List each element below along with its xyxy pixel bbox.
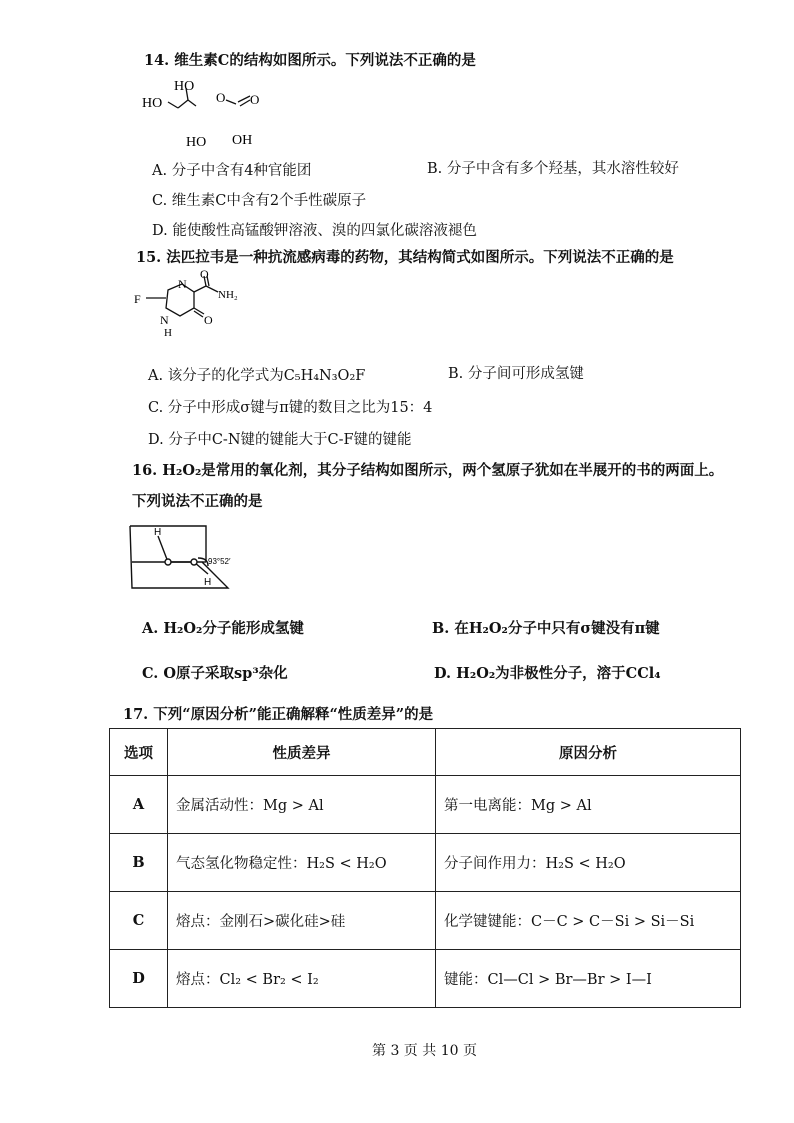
- page-number: 第 3 页 共 10 页: [372, 1043, 477, 1059]
- vc-label-o-ring: O: [216, 90, 226, 105]
- q15-option-a: A. 该分子的化学式为C₅H₄N₃O₂F: [148, 368, 366, 384]
- row-d-property: 熔点：Cl₂ < Br₂ < I₂: [168, 950, 436, 1008]
- row-b-option: B: [110, 834, 168, 892]
- table-row: [110, 892, 741, 950]
- h2o2-label-h-bottom: H: [204, 577, 212, 588]
- table-row: [110, 950, 741, 1008]
- q15-stem: 15. 法匹拉韦是一种抗流感病毒的药物，其结构简式如图所示。下列说法不正确的是: [136, 249, 674, 266]
- q14-option-b: B. 分子中含有多个羟基，其水溶性较好: [427, 161, 679, 177]
- q14-stem: 14. 维生素C的结构如图所示。下列说法不正确的是: [144, 52, 476, 69]
- q16-stem-line1: 16. H₂O₂是常用的氧化剂，其分子结构如图所示，两个氢原子犹如在半展开的书的两面上。: [132, 462, 724, 479]
- q14-option-a: A. 分子中含有4种官能团: [152, 163, 312, 179]
- row-d-option: D: [110, 950, 168, 1008]
- table-header-row: [110, 729, 741, 776]
- q14-option-d: D. 能使酸性高锰酸钾溶液、溴的四氯化碳溶液褪色: [152, 223, 477, 239]
- header-cause-analysis: 原因分析: [436, 729, 741, 776]
- q15-option-d: D. 分子中C-N键的键能大于C-F键的键能: [148, 432, 412, 448]
- q16-stem-line2: 下列说法不正确的是: [132, 493, 263, 510]
- table-row: [110, 834, 741, 892]
- row-c-cause: 化学键键能：C－C > C－Si > Si－Si: [436, 892, 741, 950]
- q16-option-b: B. 在H₂O₂分子中只有σ键没有π键: [432, 620, 660, 637]
- h2o2-label-h-top: H: [154, 527, 162, 538]
- row-b-property: 气态氢化物稳定性：H₂S < H₂O: [168, 834, 436, 892]
- q17-stem: 17. 下列“原因分析”能正确解释“性质差异”的是: [123, 706, 434, 723]
- fav-label-o-amide: O: [200, 267, 209, 281]
- row-d-cause: 键能：Cl—Cl > Br—Br > I—I: [436, 950, 741, 1008]
- q16-option-a: A. H₂O₂分子能形成氢键: [142, 620, 304, 637]
- header-option: 选项: [110, 729, 168, 776]
- q16-option-d: D. H₂O₂为非极性分子，溶于CCl₄: [434, 665, 661, 682]
- fav-label-h: H: [164, 327, 172, 339]
- q14-option-c: C. 维生素C中含有2个手性碳原子: [152, 193, 367, 209]
- fav-label-f: F: [134, 292, 141, 306]
- table-row: [110, 776, 741, 834]
- vc-label-ho-top: HO: [174, 79, 195, 94]
- fav-label-o-ring: O: [204, 313, 213, 327]
- h2o2-structure: [128, 522, 248, 598]
- fav-label-nh2: NH₂: [218, 289, 238, 301]
- favipiravir-structure: [132, 267, 252, 348]
- q16-option-c: C. O原子采取sp³杂化: [142, 665, 288, 682]
- q17-comparison-table: [109, 728, 741, 1008]
- fav-label-n-top: N: [178, 277, 187, 291]
- vc-label-ho-bottom: HO: [186, 135, 207, 150]
- row-c-option: C: [110, 892, 168, 950]
- h2o2-angle-label: 93°52′: [208, 557, 231, 566]
- row-b-cause: 分子间作用力：H₂S < H₂O: [436, 834, 741, 892]
- q15-option-b: B. 分子间可形成氢键: [448, 366, 584, 382]
- row-a-property: 金属活动性：Mg > Al: [168, 776, 436, 834]
- vitamin-c-structure: [138, 78, 278, 150]
- row-c-property: 熔点：金刚石>碳化硅>硅: [168, 892, 436, 950]
- fav-label-n-bottom: N: [160, 313, 169, 327]
- vc-label-oh-bottom: OH: [232, 133, 253, 148]
- row-a-cause: 第一电离能：Mg > Al: [436, 776, 741, 834]
- vc-label-o-carbonyl: O: [250, 92, 260, 107]
- vc-label-ho-left: HO: [142, 96, 163, 111]
- row-a-option: A: [110, 776, 168, 834]
- q15-option-c: C. 分子中形成σ键与π键的数目之比为15：4: [148, 400, 433, 416]
- header-property-difference: 性质差异: [168, 729, 436, 776]
